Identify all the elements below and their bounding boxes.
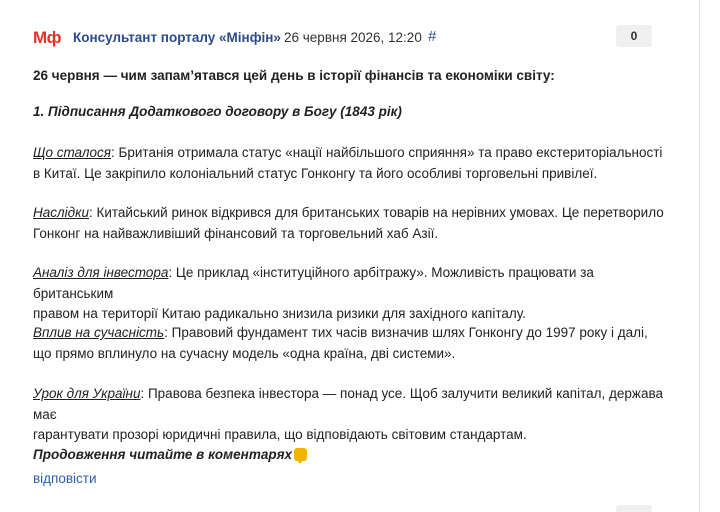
reply-link[interactable]: відповісти bbox=[33, 471, 97, 486]
permalink-link[interactable]: # bbox=[428, 28, 437, 45]
section-text: : Правова безпека інвестора — понад усе. Щоб залучити великий капітал, держава має bbox=[33, 386, 663, 422]
comment-date: 26 червня 2026, 12:20 bbox=[284, 30, 422, 45]
headline: 26 червня — чим запам’ятався цей день в історії фінансів та економіки світу: bbox=[33, 68, 555, 83]
section-label: Наслідки bbox=[33, 205, 89, 220]
section-investor-analysis bbox=[33, 263, 673, 325]
section-label: Вплив на сучасність bbox=[33, 325, 165, 340]
section-text: що прямо вплинуло на сучасну модель «одна країна, дві системи». bbox=[33, 345, 456, 361]
section-text: : Правовий фундамент тих часів визначив шлях Гонконгу до 1997 року і далі, bbox=[164, 325, 648, 340]
next-comment-rating-badge[interactable] bbox=[616, 505, 652, 512]
rating-badge[interactable]: 0 bbox=[616, 25, 652, 47]
section-text: Гонконг на найважливіший фінансовий та торговельний хаб Азії. bbox=[33, 225, 439, 241]
section-lesson-ukraine bbox=[33, 384, 673, 446]
section-modern-impact bbox=[33, 323, 673, 364]
section-label: Аналіз для інвестора bbox=[33, 265, 169, 280]
comment-header bbox=[33, 22, 673, 52]
section-what-happened bbox=[33, 143, 673, 184]
section-text: : Британія отримала статус «нації найбільшого сприяння» та право екстериторіальності bbox=[111, 145, 663, 160]
author-name[interactable]: Консультант порталу «Мінфін» bbox=[73, 30, 281, 45]
continue-note bbox=[33, 445, 673, 466]
comment bbox=[33, 22, 673, 486]
section-consequences bbox=[33, 203, 673, 244]
pointing-down-hand-icon bbox=[294, 448, 307, 461]
minfin-logo[interactable]: Мф bbox=[33, 28, 62, 47]
section-text: : Це приклад «інституційного арбітражу». Можливість працювати за британським bbox=[33, 265, 594, 301]
section-text: в Китаї. Це закріпило колоніальний статус Гонконгу та його особливі торговельні привілеї. bbox=[33, 165, 598, 181]
event-title: 1. Підписання Додаткового договору в Богу (1843 рік) bbox=[33, 104, 402, 119]
section-text: правом на території Китаю радикально знизила ризики для західного капіталу. bbox=[33, 306, 526, 321]
section-label: Що сталося bbox=[33, 145, 112, 160]
section-text: : Китайський ринок відкрився для британських товарів на нерівних умовах. Це перетворило bbox=[88, 205, 664, 220]
continue-text: Продовження читайте в коментарях bbox=[33, 447, 293, 462]
section-label: Урок для України bbox=[33, 386, 141, 401]
section-text: гарантувати прозорі юридичні правила, що відповідають світовим стандартам. bbox=[33, 427, 527, 442]
